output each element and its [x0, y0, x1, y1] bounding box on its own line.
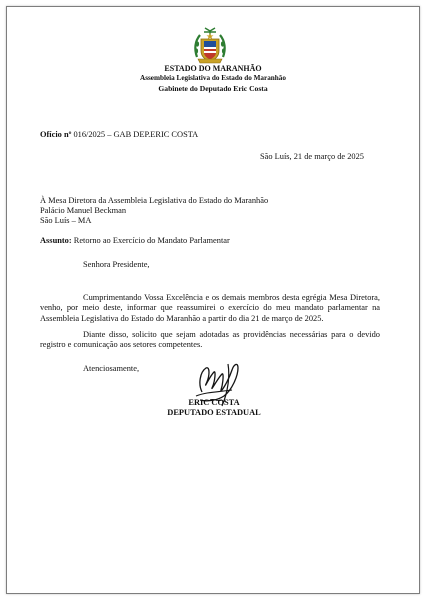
recipient-line-2: Palácio Manuel Beckman — [40, 206, 127, 215]
place-date: São Luís, 21 de março de 2025 — [260, 152, 364, 161]
state-name: ESTADO DO MARANHÃO — [164, 64, 262, 73]
signer-title: DEPUTADO ESTADUAL — [167, 408, 261, 417]
body-paragraph-2: Diante disso, solicito que sejam adotadas as providências necessárias para o devido registro e comunicação aos setores competentes. — [40, 330, 380, 350]
signer-name: ERIC COSTA — [188, 398, 240, 407]
reference-line — [40, 130, 198, 140]
reference-label: Ofício nº — [40, 130, 72, 139]
subject-label: Assunto: — [40, 236, 72, 245]
office-name: Gabinete do Deputado Eric Costa — [158, 84, 268, 93]
recipient-line-3: São Luís – MA — [40, 216, 92, 225]
subject-line — [40, 236, 230, 246]
reference-value: 016/2025 – GAB DEP.ERIC COSTA — [73, 130, 199, 139]
body-paragraph-1: Cumprimentando Vossa Excelência e os demais membros desta egrégia Mesa Diretora, venho, por meio deste, informar que reassumirei o exercício do meu mandato parlamentar na Assembleia Legislativa do Estado do Maranhão a partir do dia 21 de março de 2025. — [40, 293, 380, 323]
salutation: Senhora Presidente, — [83, 260, 150, 269]
subject-value: Retorno ao Exercício do Mandato Parlamentar — [73, 236, 230, 245]
coat-of-arms-icon — [193, 27, 227, 65]
recipient-line-1: À Mesa Diretora da Assembleia Legislativa do Estado do Maranhão — [40, 196, 269, 205]
closing: Atenciosamente, — [83, 364, 140, 373]
assembly-name: Assembleia Legislativa do Estado do Maranhão — [140, 74, 286, 82]
